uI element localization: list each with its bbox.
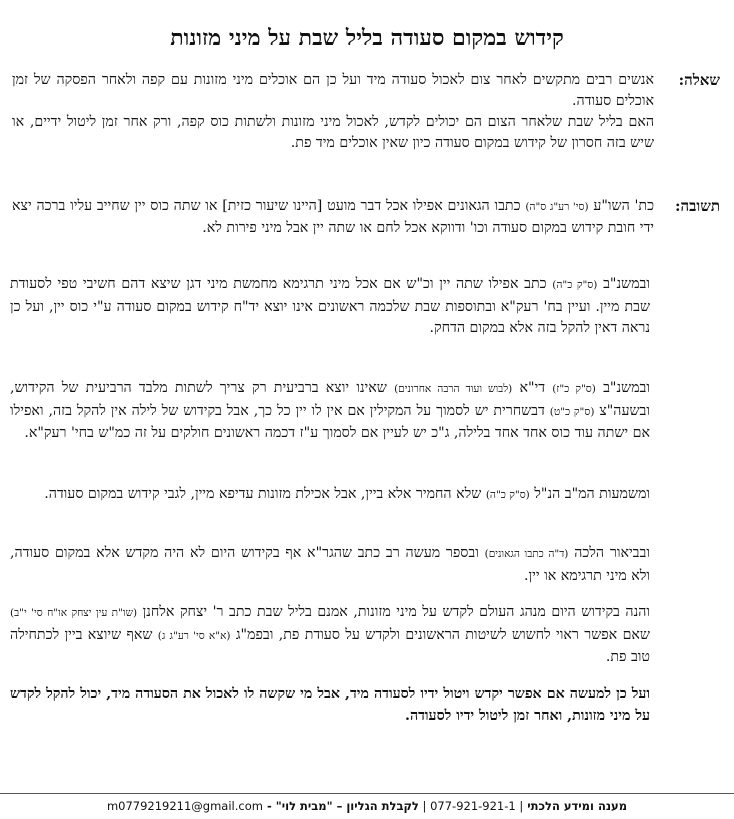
custom-text: והנה בקידוש היום מנהג העולם לקדש על מיני מזונות, אמנם בליל שבת כתב ר' יצחק אלחנן — [137, 604, 650, 620]
mb2-text: ובמשנ"ב — [595, 380, 650, 396]
mb2-citation-2: (לבוש ועוד הרבה אחרונים) — [394, 383, 513, 395]
mb2-text-3: שאינו יוצא ברביעית רק צריך לשתות מלבד הרביעית של הקידוש, ובשעה"צ — [10, 380, 650, 419]
footer-label: מענה ומידע הלכתי — [523, 799, 628, 813]
question-label: שאלה: — [678, 71, 720, 89]
footer — [0, 798, 734, 814]
biur-text: ובביאור הלכה — [568, 545, 650, 561]
answer-body — [12, 196, 654, 239]
implication-text-cont: שלא החמיר אלא ביין, אבל אכילת מזונות עדיפא מיין, לגבי קידוש במקום סעודה. — [44, 486, 486, 502]
footer-email[interactable]: m0779219211@gmail.com — [106, 799, 263, 813]
custom-citation-1: (שו"ת עין יצחק או"ח סי' י"ב) — [10, 607, 138, 619]
mb2-citation-1: (ס"ק כ"ז) — [552, 383, 596, 395]
paragraph-implication — [10, 484, 650, 507]
footer-subscribe: לקבלת הגליון – "מבית לוי" - — [262, 799, 419, 813]
footer-phone: | 077-921-921-1 | — [418, 799, 524, 813]
custom-citation-2: (א"א סי' רע"ג ג) — [157, 629, 231, 642]
question-paragraph-1: אנשים רבים מתקשים לאחר צום לאכול סעודה מיד ועל כן הם אוכלים מיני מזונות עם קפה ולאחר הפסקה של זמן אוכלים סעודה. — [12, 72, 654, 109]
paragraph-biur-halacha — [10, 543, 650, 587]
mb1-text: ובמשנ"ב — [597, 276, 650, 292]
implication-text: ומשמעות המ"ב הנ"ל — [529, 486, 650, 502]
custom-text-3: שאף שיוצא ביין לכתחילה טוב פת. — [10, 626, 650, 665]
page-title: קידוש במקום סעודה בליל שבת על מיני מזונות — [170, 25, 564, 51]
answer-section — [12, 196, 720, 239]
mb1-text-cont: כתב אפילו שתה יין וכ"ש אם אכל מיני תרגימא מחמשת מיני דגן שיצא דהם חשיבי טפי לסעודת שבת מיין. ועיין בח' רעק"א ובתוספות שבת שלכמה ראשונים אינו יוצא יד"ח קידוש במקום סעודה ע"י כוס יין, ועל כן נראה דאין להקל בזה אלא במקום הדחק. — [10, 276, 650, 336]
paragraph-mishna-berura-1 — [10, 274, 650, 340]
question-section — [12, 70, 720, 154]
question-paragraph-2: האם בליל שבת שלאחר הצום הם יכולים לקדש, לאכול מיני מזונות ולשתות כוס קפה, ורק אחר זמן ליטול ידיים, או שיש בזה חסרון של קידוש במקום סעודה כיון שאין אוכלים מיד פת. — [12, 114, 654, 151]
mb2-text-4: דבשחרית יש לסמוך על המקילין אם אין לו יין כל כך, אבל בקידוש של לילה אין להקל בזה, ואפילו אם ישתה עוד כוס אחד אחד בלילה, ג"כ יש לעיין אם לסמוך ע"ז דכמה ראשונים חולקים על זה כמ"ש בחי' רעק"א. — [10, 402, 650, 441]
paragraph-mishna-berura-2 — [10, 378, 650, 445]
answer-text: כת' השו"ע — [588, 198, 655, 214]
conclusion-text: ועל כן למעשה אם אפשר יקדש ויטול ידיו לסעודה מיד, אבל מי שקשה לו לאכול את הסעודה מיד, יכול להקל לקדש על מיני מזונות, ואחר זמן ליטול ידיו לסעודה. — [10, 686, 650, 724]
question-body — [12, 70, 654, 154]
implication-citation: (ס"ק כ"ה) — [485, 489, 530, 501]
paragraph-custom — [10, 602, 650, 669]
mb1-citation: (ס"ק כ"ה) — [552, 279, 598, 291]
paragraph-conclusion — [10, 684, 650, 727]
answer-text-cont: כתבו הגאונים אפילו אכל דבר מועט [היינו שיעור כזית] או שתה כוס יין שחייב עליו ברכה יצא ידי חובת קידוש במקום סעודה וכו' ודווקא אכל לחם או שתה יין אבל מיני פירות לא. — [12, 198, 654, 236]
mb2-text-2: די"א — [512, 380, 553, 396]
answer-label: תשובה: — [675, 197, 720, 215]
footer-divider — [0, 793, 734, 794]
answer-citation: (סי' רע"ג ס"ה) — [525, 201, 589, 213]
custom-text-2: שאם אפשר ראוי לחשוש לשיטות הראשונים ולקדש על סעודת פת, ובפמ"ג — [230, 626, 650, 643]
biur-citation: (ד"ה כתבו הגאונים) — [484, 548, 569, 560]
biur-text-cont: ובספר מעשה רב כתב שהגר"א אף בקידוש היום לא היה מקדש אלא במקום סעודה, ולא מיני תרגימא או יין. — [10, 545, 650, 584]
answer-paragraph — [12, 196, 654, 239]
mb2-citation-3: (ס"ק כ"ט) — [549, 405, 595, 418]
